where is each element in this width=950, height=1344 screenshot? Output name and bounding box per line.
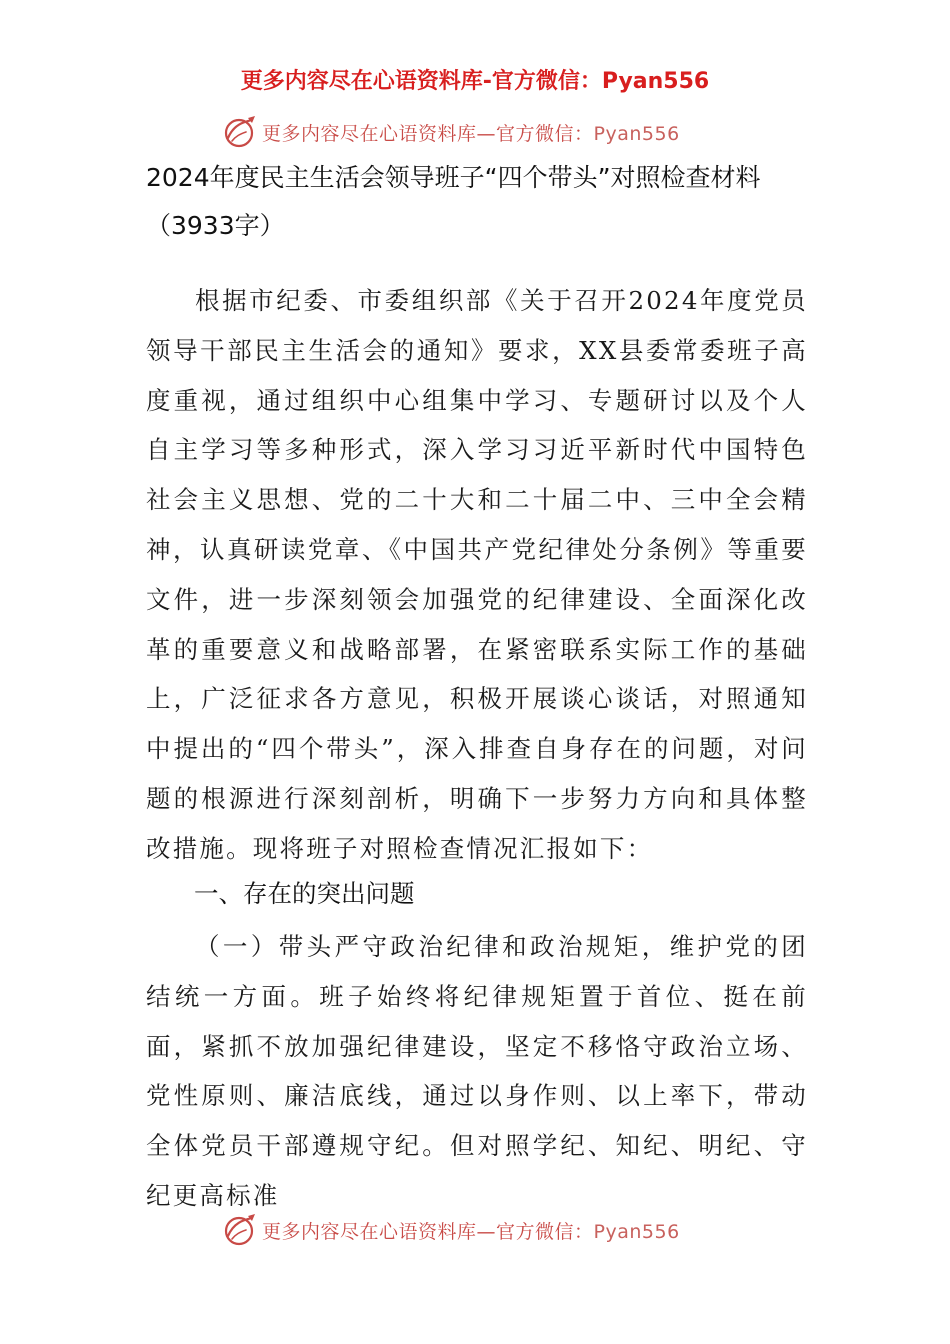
header-watermark xyxy=(222,112,742,152)
intro-paragraph-block xyxy=(146,276,808,874)
pen-swirl-icon xyxy=(222,114,258,150)
section-heading: 一、存在的突出问题 xyxy=(194,879,415,908)
section-paragraph-block xyxy=(146,922,808,1221)
footer-watermark xyxy=(222,1210,742,1250)
watermark-handle: Pyan556 xyxy=(593,122,680,145)
watermark-text: 更多内容尽在心语资料库—官方微信：Pyan556 xyxy=(262,1220,680,1243)
section-paragraph: （一）带头严守政治纪律和政治规矩，维护党的团结统一方面。班子始终将纪律规矩置于首位、挺在前面，紧抓不放加强纪律建设，坚定不移恪守政治立场、党性原则、廉洁底线，通过以身作则、以上率下，带动全体党员干部遵规守纪。但对照学纪、知纪、明纪、守纪更高标准 xyxy=(146,932,808,1210)
watermark-text: 更多内容尽在心语资料库—官方微信：Pyan556 xyxy=(262,122,680,145)
top-banner: 更多内容尽在心语资料库-官方微信：Pyan556 xyxy=(240,69,710,94)
pen-swirl-icon xyxy=(222,1212,258,1248)
intro-paragraph: 根据市纪委、市委组织部《关于召开2024年度党员领导干部民主生活会的通知》要求，XX县委常委班子高度重视，通过组织中心组集中学习、专题研讨以及个人自主学习等多种形式，深入学习习近平新时代中国特色社会主义思想、党的二十大和二十届二中、三中全会精神，认真研读党章、《中国共产党纪律处分条例》等重要文件，进一步深刻领会加强党的纪律建设、全面深化改革的重要意义和战略部署，在紧密联系实际工作的基础上，广泛征求各方意见，积极开展谈心谈话，对照通知中提出的“四个带头”，深入排查自身存在的问题，对问题的根源进行深刻剖析，明确下一步努力方向和具体整改措施。现将班子对照检查情况汇报如下： xyxy=(146,286,808,863)
watermark-handle: Pyan556 xyxy=(593,1220,680,1243)
document-title: 2024年度民主生活会领导班子“四个带头”对照检查材料（3933字） xyxy=(146,163,761,240)
